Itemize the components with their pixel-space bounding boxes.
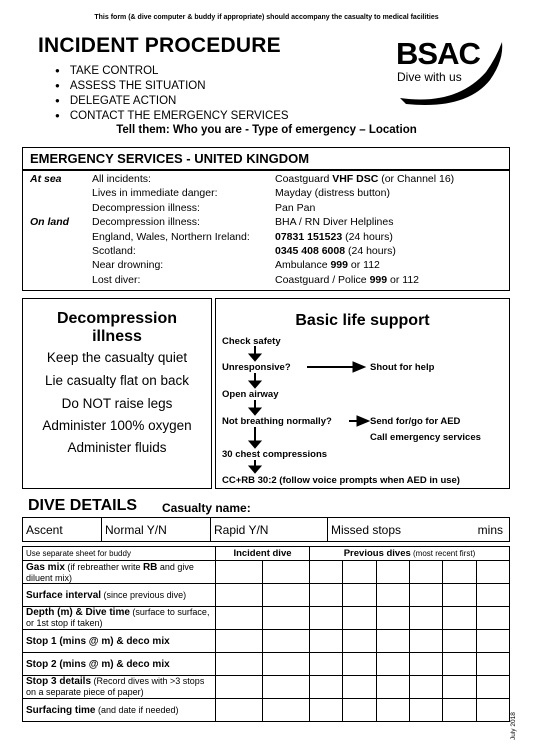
emergency-value bbox=[275, 215, 393, 229]
emergency-value-text: Coastguard / Police bbox=[275, 273, 370, 286]
row-label bbox=[23, 653, 216, 676]
arrow-right-icon bbox=[349, 416, 369, 426]
row-label-bold: Surface interval bbox=[26, 589, 102, 601]
table-row bbox=[23, 630, 510, 653]
bls-cc-rb: CC+RB 30:2 (follow voice prompts when AED in use) bbox=[222, 475, 460, 486]
rapid-field[interactable]: Rapid Y/N bbox=[211, 518, 328, 542]
decompression-line: Administer fluids bbox=[67, 440, 167, 455]
previous-dive-cell[interactable] bbox=[343, 653, 376, 676]
bls-check-safety: Check safety bbox=[222, 336, 281, 347]
emergency-value-text: (24 hours) bbox=[345, 245, 396, 257]
bls-open-airway: Open airway bbox=[222, 389, 279, 400]
divider bbox=[22, 169, 510, 171]
previous-dive-cell[interactable] bbox=[476, 584, 509, 607]
dive-details-title: DIVE DETAILS bbox=[28, 497, 138, 514]
emergency-label: Near drowning: bbox=[92, 259, 164, 272]
previous-dive-cell[interactable] bbox=[443, 699, 476, 722]
incident-dive-cell[interactable] bbox=[262, 584, 309, 607]
previous-dive-cell[interactable] bbox=[476, 630, 509, 653]
most-recent-note: (most recent first) bbox=[410, 548, 476, 558]
row-label-note: (and date if needed) bbox=[95, 704, 179, 715]
incident-dive-cell[interactable] bbox=[216, 630, 263, 653]
incident-dive-cell[interactable] bbox=[262, 699, 309, 722]
emergency-value-text: or 112 bbox=[347, 259, 380, 272]
logo-word: BSAC bbox=[396, 36, 480, 71]
table-row bbox=[23, 561, 510, 584]
mins-label: mins bbox=[477, 522, 503, 537]
previous-dive-cell[interactable] bbox=[343, 676, 376, 699]
row-label-bold: RB bbox=[142, 561, 158, 573]
decompression-line: Lie casualty flat on back bbox=[44, 373, 190, 388]
step-item: ● DELEGATE ACTION bbox=[55, 94, 289, 109]
bls-not-breathing: Not breathing normally? bbox=[222, 416, 332, 427]
previous-dive-cell[interactable] bbox=[409, 676, 442, 699]
logo-swoosh-icon bbox=[396, 36, 508, 116]
dive-log-table bbox=[22, 546, 510, 722]
emergency-value-text: BHA / RN Diver Helplines bbox=[275, 216, 394, 229]
emergency-location: On land bbox=[30, 216, 70, 229]
incident-dive-cell[interactable] bbox=[216, 584, 263, 607]
table-row bbox=[23, 584, 510, 607]
missed-stops-label: Missed stops bbox=[331, 522, 402, 537]
row-label-bold: Gas mix bbox=[26, 561, 65, 573]
dive-rows bbox=[23, 561, 510, 722]
casualty-name-label: Casualty name: bbox=[162, 501, 251, 515]
row-label bbox=[23, 630, 216, 653]
emergency-location: At sea bbox=[30, 173, 62, 185]
emergency-value bbox=[275, 244, 396, 258]
emergency-value bbox=[275, 230, 393, 244]
previous-dive-cell[interactable] bbox=[443, 630, 476, 653]
previous-dive-cell[interactable] bbox=[409, 630, 442, 653]
previous-dive-cell[interactable] bbox=[309, 584, 342, 607]
previous-dive-cell[interactable] bbox=[476, 699, 509, 722]
bsac-logo bbox=[396, 36, 508, 116]
previous-dive-cell[interactable] bbox=[309, 676, 342, 699]
previous-dive-cell[interactable] bbox=[476, 676, 509, 699]
emergency-value-bold: 07831 151523 bbox=[275, 230, 343, 243]
arrow-down-icon bbox=[249, 460, 261, 473]
emergency-value-bold: 0345 408 6008 bbox=[275, 245, 346, 257]
previous-dive-cell[interactable] bbox=[343, 699, 376, 722]
previous-dive-cell[interactable] bbox=[409, 561, 442, 584]
row-label-note: (surface to surface, or 1st stop if taken) bbox=[26, 607, 210, 628]
incident-dive-cell[interactable] bbox=[262, 607, 309, 630]
page-title: INCIDENT PROCEDURE bbox=[38, 34, 281, 57]
previous-dive-cell[interactable] bbox=[343, 607, 376, 630]
bls-send-aed: Send for/go for AED bbox=[370, 416, 461, 427]
emergency-label: Scotland: bbox=[92, 245, 136, 257]
decompression-title-2: illness bbox=[92, 328, 142, 345]
previous-dive-cell[interactable] bbox=[409, 607, 442, 630]
row-label-bold: Stop 2 (mins @ m) & deco mix bbox=[26, 658, 170, 670]
previous-dive-cell[interactable] bbox=[376, 699, 409, 722]
previous-dive-cell[interactable] bbox=[309, 561, 342, 584]
previous-dive-cell[interactable] bbox=[376, 561, 409, 584]
arrow-down-icon bbox=[249, 346, 261, 361]
previous-dive-cell[interactable] bbox=[309, 653, 342, 676]
tell-them-line: Tell them: Who you are - Type of emergency – Location bbox=[116, 124, 417, 136]
previous-dive-cell[interactable] bbox=[476, 653, 509, 676]
row-label bbox=[23, 561, 216, 584]
emergency-value-text: Ambulance bbox=[275, 259, 331, 272]
decompression-line: Administer 100% oxygen bbox=[42, 418, 192, 433]
bls-compressions: 30 chest compressions bbox=[222, 449, 328, 460]
ascent-table bbox=[22, 517, 510, 542]
table-row bbox=[23, 607, 510, 630]
incident-dive-cell[interactable] bbox=[262, 676, 309, 699]
normal-field[interactable]: Normal Y/N bbox=[102, 518, 211, 542]
previous-dive-cell[interactable] bbox=[376, 630, 409, 653]
arrow-down-icon bbox=[249, 427, 261, 448]
table-row bbox=[23, 653, 510, 676]
bls-unresponsive: Unresponsive? bbox=[222, 362, 291, 373]
previous-dive-cell[interactable] bbox=[476, 607, 509, 630]
incident-dive-cell[interactable] bbox=[262, 630, 309, 653]
date-stamp: July 2018 bbox=[510, 712, 517, 740]
incident-dive-header: Incident dive bbox=[216, 547, 310, 561]
previous-dive-cell[interactable] bbox=[443, 607, 476, 630]
previous-dive-cell[interactable] bbox=[376, 584, 409, 607]
row-label-bold: Surfacing time bbox=[26, 704, 96, 716]
emergency-title: EMERGENCY SERVICES - UNITED KINGDOM bbox=[30, 151, 310, 166]
emergency-value bbox=[275, 258, 380, 272]
incident-dive-cell[interactable] bbox=[216, 653, 263, 676]
step-item: ● CONTACT THE EMERGENCY SERVICES bbox=[55, 109, 289, 124]
table-row bbox=[23, 699, 510, 722]
previous-dive-cell[interactable] bbox=[309, 699, 342, 722]
previous-dive-cell[interactable] bbox=[309, 630, 342, 653]
emergency-value-bold: 999 bbox=[330, 259, 348, 272]
emergency-label: England, Wales, Northern Ireland: bbox=[92, 230, 250, 243]
ascent-label: Ascent bbox=[23, 518, 102, 542]
previous-dive-cell[interactable] bbox=[343, 561, 376, 584]
emergency-value-bold: VHF DSC bbox=[332, 173, 379, 185]
top-note: This form (& dive computer & buddy if appropriate) should accompany the casualty to medical facilities bbox=[94, 14, 439, 21]
previous-dive-cell[interactable] bbox=[376, 607, 409, 630]
emergency-label: All incidents: bbox=[92, 173, 151, 185]
use-separate-note: Use separate sheet for buddy bbox=[23, 547, 216, 561]
emergency-value-text: (or Channel 16) bbox=[378, 173, 455, 185]
missed-stops-field[interactable] bbox=[328, 518, 510, 542]
previous-dive-cell[interactable] bbox=[343, 584, 376, 607]
emergency-value-text: Mayday (distress button) bbox=[275, 187, 390, 200]
bls-arrows bbox=[215, 298, 510, 489]
row-label-bold: Stop 1 (mins @ m) & deco mix bbox=[26, 635, 170, 647]
row-label-bold: Stop 3 details bbox=[26, 676, 92, 687]
row-label-note: (since previous dive) bbox=[101, 589, 187, 600]
row-label bbox=[23, 607, 216, 630]
previous-dive-cell[interactable] bbox=[443, 653, 476, 676]
row-label-note: (Record dives with >3 stops on a separate piece of paper) bbox=[26, 676, 205, 697]
row-label-note: and give diluent mix) bbox=[26, 561, 194, 583]
logo-tagline: Dive with us bbox=[397, 70, 462, 84]
previous-dives-header bbox=[309, 547, 509, 561]
incident-dive-cell[interactable] bbox=[262, 561, 309, 584]
previous-dive-cell[interactable] bbox=[443, 584, 476, 607]
bls-shout: Shout for help bbox=[370, 362, 435, 373]
emergency-label: Decompression illness: bbox=[92, 201, 200, 214]
previous-dive-cell[interactable] bbox=[443, 561, 476, 584]
previous-dive-cell[interactable] bbox=[443, 676, 476, 699]
previous-dive-cell[interactable] bbox=[409, 653, 442, 676]
arrow-down-icon bbox=[249, 373, 261, 388]
incident-dive-cell[interactable] bbox=[216, 561, 263, 584]
previous-dive-cell[interactable] bbox=[376, 653, 409, 676]
row-label-bold: Depth (m) & Dive time bbox=[26, 607, 130, 618]
step-item: ● TAKE CONTROL bbox=[55, 64, 289, 79]
incident-dive-cell[interactable] bbox=[262, 653, 309, 676]
previous-dive-cell[interactable] bbox=[409, 699, 442, 722]
previous-dive-cell[interactable] bbox=[376, 676, 409, 699]
incident-dive-cell[interactable] bbox=[216, 676, 263, 699]
bls-title: Basic life support bbox=[295, 312, 430, 329]
emergency-value-bold: 999 bbox=[369, 273, 388, 286]
emergency-value-text: Coastguard bbox=[275, 173, 333, 185]
previous-dive-cell[interactable] bbox=[309, 607, 342, 630]
emergency-value bbox=[275, 273, 419, 287]
decompression-title bbox=[22, 310, 212, 346]
emergency-label: Lost diver: bbox=[92, 273, 141, 286]
decompression-title-1: Decompression bbox=[56, 310, 178, 327]
row-label-note: (if rebreather write bbox=[64, 561, 143, 572]
arrow-right-icon bbox=[307, 362, 365, 372]
table-row bbox=[23, 676, 510, 699]
previous-dive-cell[interactable] bbox=[409, 584, 442, 607]
arrow-down-icon bbox=[249, 400, 261, 415]
previous-dive-cell[interactable] bbox=[476, 561, 509, 584]
emergency-label: Lives in immediate danger: bbox=[92, 187, 218, 200]
emergency-value-text: or 112 bbox=[387, 273, 420, 286]
previous-dive-cell[interactable] bbox=[343, 630, 376, 653]
row-label bbox=[23, 676, 216, 699]
emergency-value-text: (24 hours) bbox=[342, 230, 393, 243]
emergency-value bbox=[275, 186, 390, 200]
bls-call-es: Call emergency services bbox=[370, 432, 481, 443]
row-label bbox=[23, 699, 216, 722]
emergency-value bbox=[275, 172, 454, 186]
previous-dives-label: Previous dives bbox=[343, 547, 411, 559]
procedure-steps bbox=[55, 64, 289, 124]
emergency-value bbox=[275, 201, 315, 215]
row-label bbox=[23, 584, 216, 607]
emergency-value-text: Pan Pan bbox=[275, 201, 316, 214]
emergency-label: Decompression illness: bbox=[92, 216, 200, 229]
incident-dive-cell[interactable] bbox=[216, 699, 263, 722]
step-item: ● ASSESS THE SITUATION bbox=[55, 79, 289, 94]
decompression-line: Keep the casualty quiet bbox=[46, 350, 188, 365]
incident-dive-cell[interactable] bbox=[216, 607, 263, 630]
decompression-line: Do NOT raise legs bbox=[61, 396, 173, 411]
